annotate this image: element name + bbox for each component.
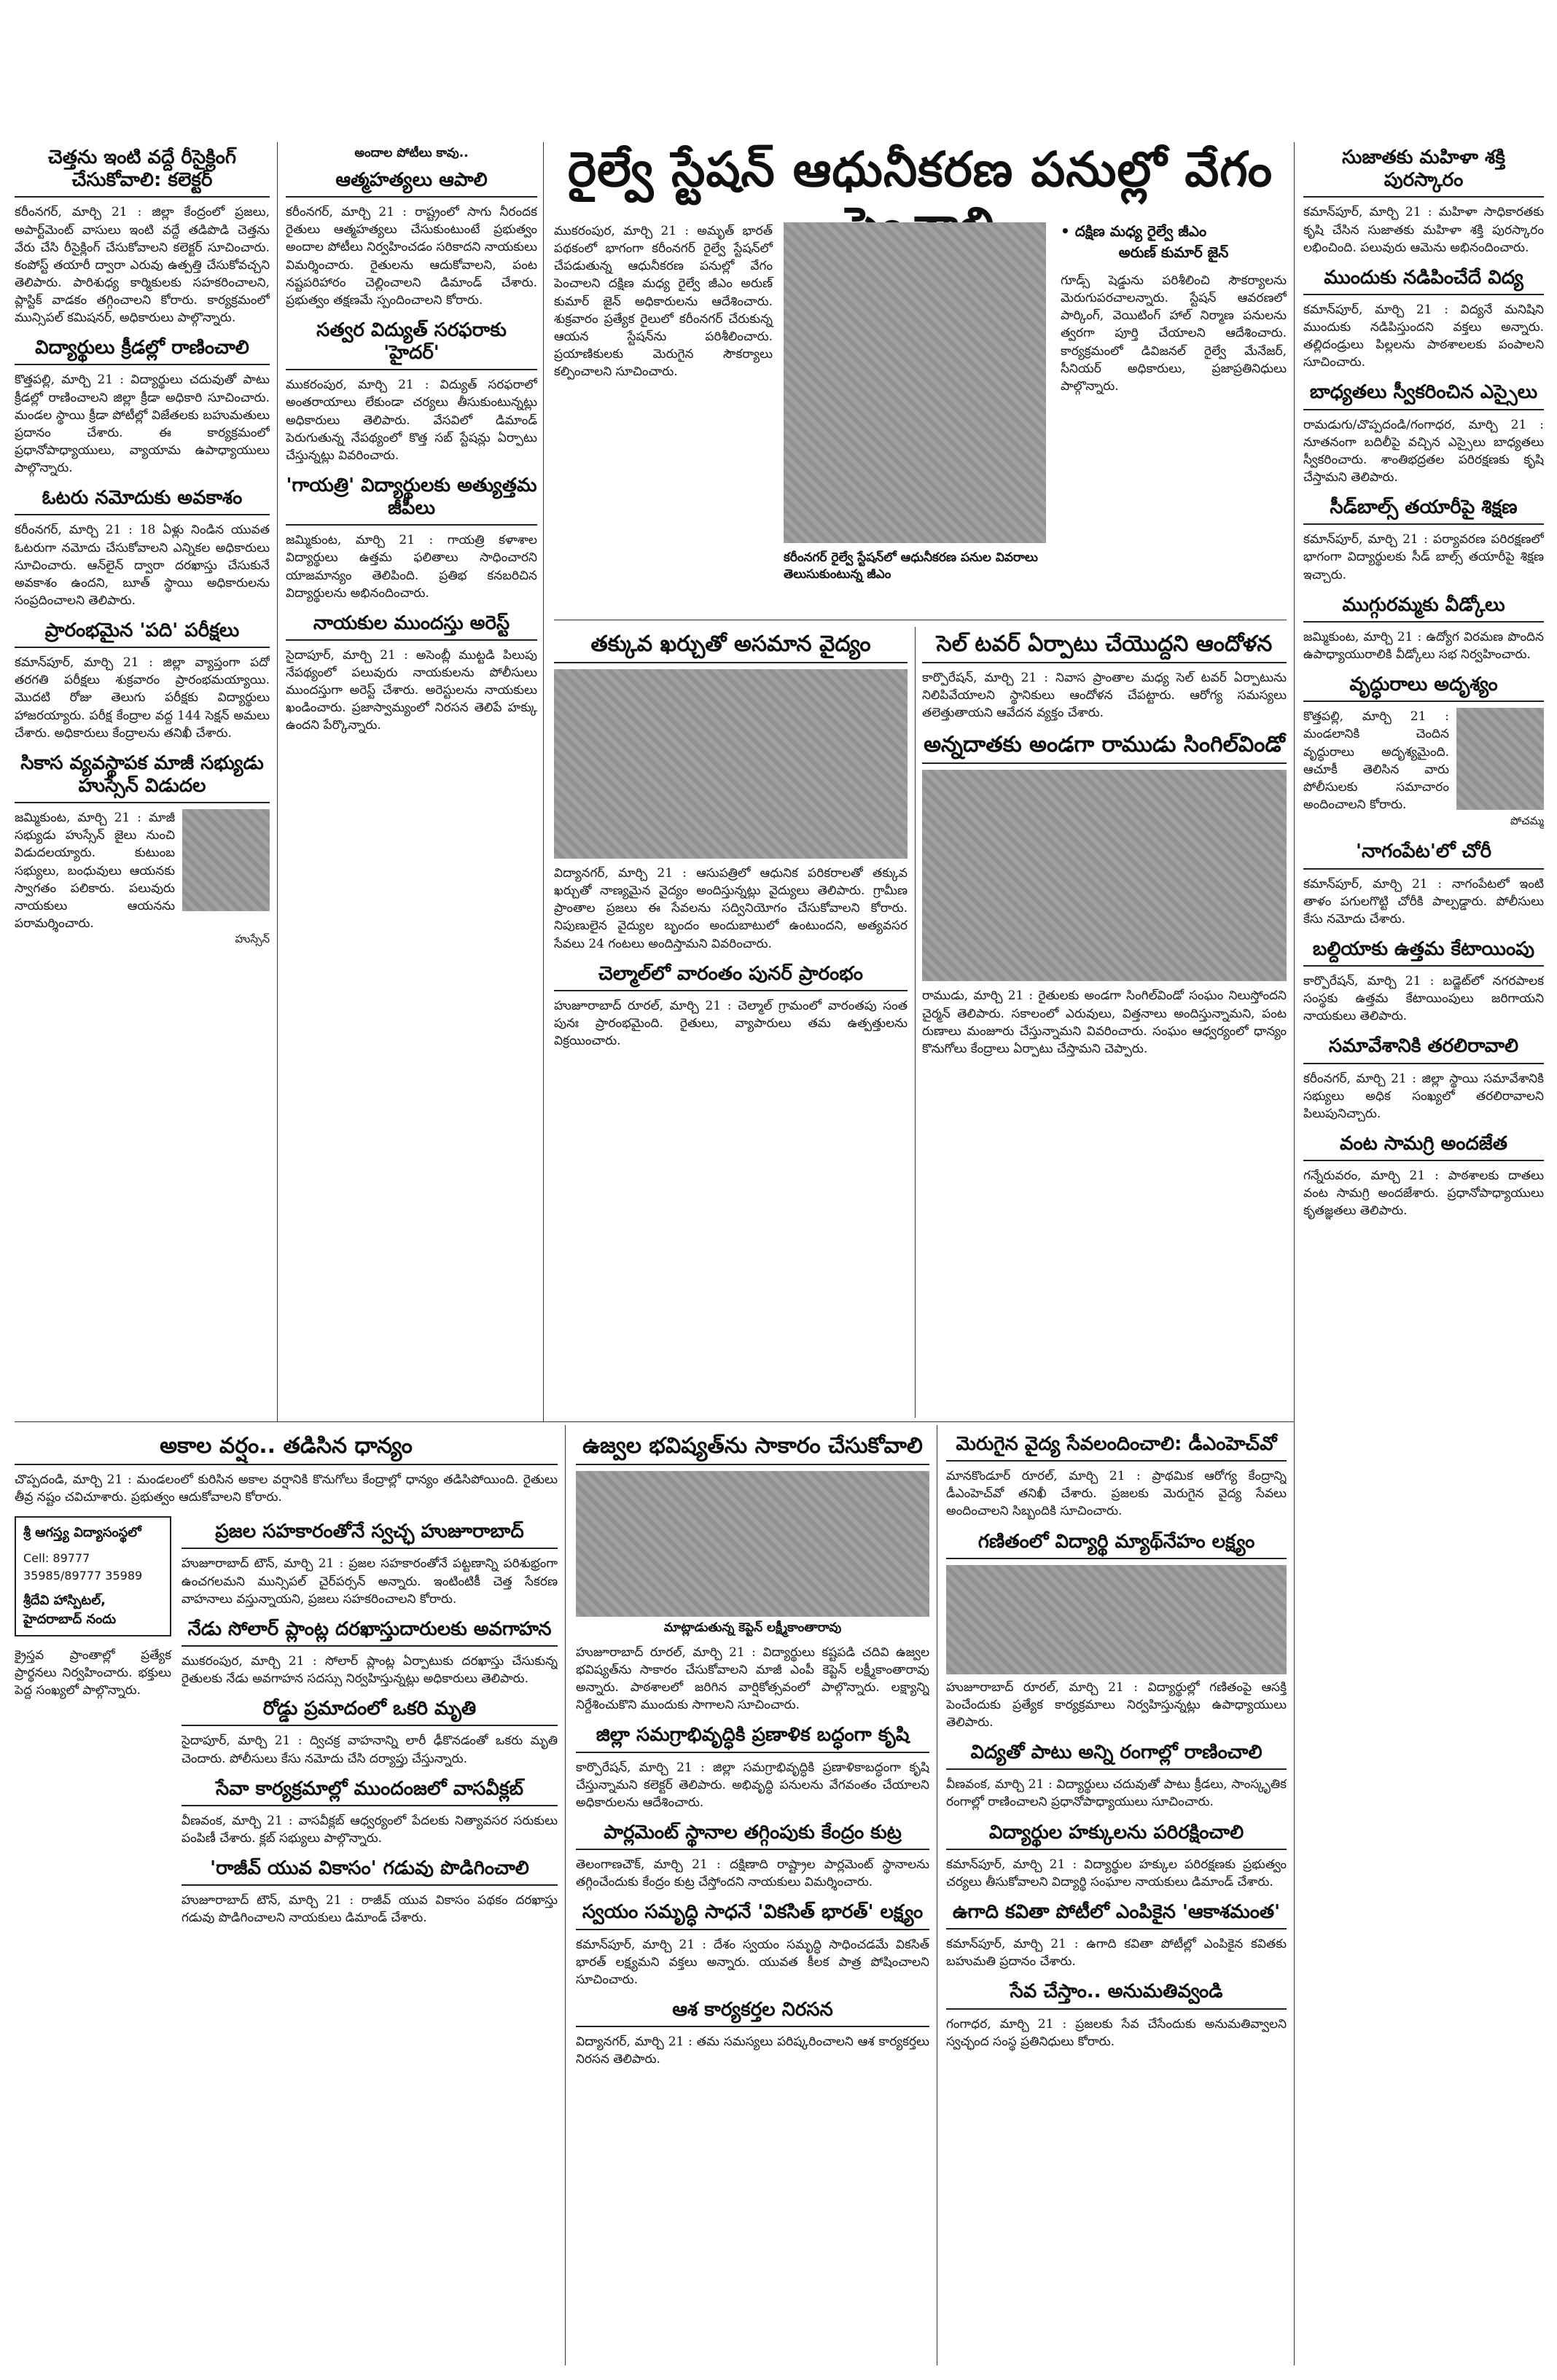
story-body: కొత్తపల్లి, మార్చి 21 : విద్యార్థులు చదువుతో పాటు క్రీడల్లో రాణించాలని జిల్లా క్రీడా అధికారి సూచించారు. మండల స్థాయి క్రీడా పోటీల్లో విజేతలకు బహుమతులు ప్రదానం చేశారు. ఈ కార్యక్రమంలో ప్రధానోపాధ్యాయులు, వ్యాయామ ఉపాధ్యాయులు పాల్గొన్నారు.: [15, 372, 270, 476]
headline: రోడ్డు ప్రమాదంలో ఒకరి మృతి: [182, 1698, 558, 1726]
story-body: కార్పొరేషన్, మార్చి 21 : బడ్జెట్‌లో నగరపాలక సంస్థకు ఉత్తమ కేటాయింపులు జరిగాయని నాయకులు తెలిపారు.: [1303, 974, 1544, 1024]
story-body: సైదాపూర్, మార్చి 21 : ద్విచక్ర వాహనాన్ని లారీ ఢీకొనడంతో ఒకరు మృతి చెందారు. పోలీసులు కేసు నమోదు చేసి దర్యాప్తు చేస్తున్నారు.: [182, 1733, 558, 1766]
story-missing-woman: [1303, 674, 1544, 830]
story-body: క్రైస్తవ ప్రాంతాల్లో ప్రత్యేక ప్రార్థనలు నిర్వహించారు. భక్తులు పెద్ద సంఖ్యలో పాల్గొన్నారు.: [15, 1647, 171, 1698]
story-body: రాముడు, మార్చి 21 : రైతులకు అండగా సింగిల్‌విండో సంఘం నిలుస్తోందని చైర్మన్ తెలిపారు. సకాలంలో ఎరువులు, విత్తనాలు అందిస్తున్నామని, పంట రుణాలు మంజూరు చేస్తున్నామని వివరించారు. సంఘం ఆధ్వర్యంలో ధాన్యం కొనుగోలు కేంద్రాలు ఏర్పాటు చేస్తామని చెప్పారు.: [922, 988, 1287, 1056]
advertisement: [15, 1516, 171, 1636]
ad-line: శ్రీదేవి హాస్పిటల్, హైదరాబాద్ నందు: [23, 1592, 117, 1627]
lower-center: [576, 1429, 929, 2369]
photo-label: హుస్సేన్: [235, 932, 270, 946]
story-low-cost-treatment: [554, 631, 908, 953]
lead-body-left: ముకరంపుర, మార్చి 21 : అమృత్ భారత్ పథకంలో భాగంగా కరీంనగర్ రైల్వే స్టేషన్‌లో చేపడుతున్న ఆధునీకరణ పనుల్లో వేగం పెంచాలని దక్షిణ మధ్య రైల్వే జీఎం అరుణ్ కుమార్ జైన్ అధికారులను ఆదేశించారు. శుక్రవారం ప్రత్యేక రైలులో కరీంనగర్ చేరుకున్న ఆయన స్టేషన్‌ను పరిశీలించారు. ప్రయాణికులకు మెరుగైన సౌకర్యాలు కల్పించాలని సూచించారు.: [554, 224, 773, 379]
story-body: హుజూరాబాద్ టౌన్, మార్చి 21 : రాజీవ్ యువ వికాసం పథకం దరఖాస్తు గడువు పొడిగించాలని నాయకులు డిమాండ్ చేశారు.: [182, 1893, 558, 1926]
story-cell-tower: [922, 631, 1287, 722]
story-meeting-call: [1303, 1035, 1544, 1123]
headline: సేవ చేస్తాం.. అనుమతివ్వండి: [946, 1981, 1287, 2009]
story-body: ముకరంపుర, మార్చి 21 : సోలార్ ప్లాంట్ల ఏర్పాటుకు దరఖాస్తు చేసుకున్న రైతులకు నేడు అవగాహన సదస్సు నిర్వహిస్తున్నట్లు అధికారులు తెలిపారు.: [182, 1654, 558, 1687]
ad-line: శ్రీ ఆగస్త్య విద్యాసంస్థలో: [23, 1525, 141, 1541]
headline: 'రాజీవ్ యువ వికాసం' గడువు పొడిగించాలి: [182, 1857, 558, 1886]
story-photo: [554, 669, 908, 859]
story-district-development: [576, 1724, 929, 1811]
story-hussain-release: [15, 752, 270, 948]
headline: ప్రజల సహకారంతోనే స్వచ్ఛ హుజూరాబాద్: [182, 1521, 558, 1549]
headline: సత్వర విద్యుత్ సరఫరాకు 'హైదర్': [286, 319, 537, 370]
column-divider: [543, 142, 544, 1421]
headline: ఉగాది కవితా పోటీలో ఎంపికైన 'ఆకాశమంత': [946, 1901, 1287, 1930]
story-text: జమ్మికుంట, మార్చి 21 : మాజీ సభ్యుడు హుస్సేన్ జైలు నుంచి విడుదలయ్యారు. కుటుంబ సభ్యులు, బంధువులు ఆయనకు స్వాగతం పలికారు. పలువురు నాయకులు ఆయనను పరామర్శించారు.: [15, 811, 175, 931]
headline: ఆత్మహత్యలు ఆపాలి: [286, 169, 537, 198]
story-photo: [576, 1471, 929, 1617]
story-body: కమాన్‌పూర్, మార్చి 21 : విద్యార్థుల హక్కుల పరిరక్షణకు ప్రభుత్వం చర్యలు తీసుకోవాలని విద్యార్థి సంఘాల నాయకులు డిమాండ్ చేశారు.: [946, 1857, 1287, 1889]
headline: ఆశ కార్యకర్తల నిరసన: [576, 1999, 929, 2027]
story-body: [1303, 708, 1544, 814]
headline: నాయకుల ముందస్తు అరెస్ట్: [286, 612, 537, 641]
story-body: కమాన్‌పూర్, మార్చి 21 : విద్యనే మనిషిని ముందుకు నడిపిస్తుందని వక్తలు అన్నారు. తల్లిదండ్రులు పిల్లలను పాఠశాలలకు పంపాలని సూచించారు.: [1303, 302, 1544, 370]
portrait-photo: [1456, 708, 1544, 810]
story-solar-plants: [182, 1618, 558, 1688]
story-si-charge: [1303, 381, 1544, 486]
headline: సెల్ టవర్ ఏర్పాటు చేయొద్దని ఆందోళన: [922, 631, 1287, 663]
lead-body-right: గూడ్స్ షెడ్డును పరిశీలించి సౌకర్యాలను మెరుగుపరచాలన్నారు. స్టేషన్ ఆవరణలో పార్కింగ్, వెయిటింగ్ హాల్ నిర్మాణ పనులను త్వరగా పూర్తి చేయాలని ఆదేశించారు. కార్యక్రమంలో డివిజనల్ రైల్వే మేనేజర్, సీనియర్ అధికారులు, ప్రజాప్రతినిధులు పాల్గొన్నారు.: [1061, 273, 1287, 394]
headline: సేవా కార్యక్రమాల్లో ముందంజలో వాసవీక్లబ్: [182, 1778, 558, 1806]
story-photo: [946, 1565, 1287, 1674]
story-body: [15, 809, 270, 932]
ad-phone: Cell: 89777 35985/89777 35989: [23, 1551, 143, 1583]
story-parliament-seats: [576, 1822, 929, 1891]
story-body: గన్నేరువరం, మార్చి 21 : పాఠశాలకు దాతలు వంట సామగ్రి అందజేశారు. ప్రధానోపాధ్యాయులు కృతజ్ఞతలు తెలిపారు.: [1303, 1168, 1544, 1219]
lower-right: [946, 1429, 1287, 2369]
story-body: వీణవంక, మార్చి 21 : వాసవీక్లబ్ ఆధ్వర్యంలో పేదలకు నిత్యావసర సరుకులు పంపిణీ చేశారు. క్లబ్ సభ్యులు పాల్గొన్నారు.: [182, 1813, 558, 1846]
story-body: మానకొండూర్ రూరల్, మార్చి 21 : ప్రాథమిక ఆరోగ్య కేంద్రాన్ని డీఎంహెచ్‌వో తనిఖీ చేశారు. ప్రజలకు మెరుగైన వైద్య సేవలు అందించాలని సిబ్బందికి సూచించారు.: [946, 1469, 1287, 1519]
story-chelmal-market: [554, 963, 908, 1050]
story-theft: [1303, 840, 1544, 928]
headline: తక్కువ ఖర్చుతో అసమాన వైద్యం: [554, 631, 908, 663]
column-divider: [1294, 142, 1295, 2365]
story-body: కరీంనగర్, మార్చి 21 : జిల్లా కేంద్రంలో ప్రజలు, అపార్ట్‌మెంట్ వాసులు ఇంటి వద్దే తడిపొడి చెత్తను వేరు చేసి రీసైక్లింగ్ చేసుకోవాలని కలెక్టర్ సూచించారు. కంపోస్ట్ తయారీ ద్వారా ఎరువు ఉత్పత్తి చేసుకోవచ్చని తెలిపారు. పారిశుధ్య కార్మికులకు సహకరించాలని, ప్లాస్టిక్ వాడకం తగ్గించాలని కోరారు. కార్యక్రమంలో మున్సిపల్ కమిషనర్, అధికారులు పాల్గొన్నారు.: [15, 205, 270, 326]
story-all-round-excellence: [946, 1741, 1287, 1811]
story-seed-balls: [1303, 496, 1544, 584]
byline-line: అరుణ్ కుమార్ జైన్: [1118, 243, 1229, 261]
story-body: హుజూరాబాద్ రూరల్, మార్చి 21 : విద్యార్థులు కష్టపడి చదివి ఉజ్వల భవిష్యత్‌ను సాకారం చేసుకోవాలని మాజీ ఎంపీ కెప్టెన్ లక్ష్మీకాంతారావు అన్నారు. పాఠశాలలో జరిగిన వార్షికోత్సవంలో పాల్గొన్నారు. లక్ష్యాన్ని నిర్దేశించుకొని ముందుకు సాగాలని సూచించారు.: [576, 1644, 929, 1713]
story-education-leads: [1303, 267, 1544, 372]
story-students-sports: [15, 337, 270, 477]
story-service-permission: [946, 1981, 1287, 2050]
story-body: గంగాధర, మార్చి 21 : ప్రజలకు సేవ చేసేందుకు అనుమతివ్వాలని స్వచ్ఛంద సంస్థ ప్రతినిధులు కోరారు.: [946, 2016, 1287, 2049]
headline: జిల్లా సమగ్రాభివృద్ధికి ప్రణాళిక బద్ధంగా కృషి: [576, 1724, 929, 1752]
headline: అన్నదాతకు అండగా రాముడు సింగిల్‌విండో: [922, 732, 1287, 764]
headline: చెత్తను ఇంటి వద్దే రీసైక్లింగ్ చేసుకోవాలి: కలెక్టర్: [15, 147, 270, 198]
story-body: కరీంనగర్, మార్చి 21 : రాష్ట్రంలో సాగు నీరందక రైతులు ఆత్మహత్యలు చేసుకుంటుంటే ప్రభుత్వం అందాల పోటీలు నిర్వహించడం సరికాదని నాయకులు విమర్శించారు. రైతులను ఆదుకోవాలని, పంట నష్టపరిహారం చెల్లించాలని డిమాండ్ చేశారు. ప్రభుత్వం తక్షణమే స్పందించాలని కోరారు.: [286, 205, 537, 308]
story-body: విద్యానగర్, మార్చి 21 : తమ సమస్యలు పరిష్కరించాలని ఆశ కార్యకర్తలు నిరసన తెలిపారు.: [576, 2034, 929, 2067]
story-vasavi-club: [182, 1778, 558, 1847]
story-body: కమాన్‌పూర్, మార్చి 21 : జిల్లా వ్యాప్తంగా పదో తరగతి పరీక్షలు శుక్రవారం ప్రారంభమయ్యాయి. మొదటి రోజు తెలుగు పరీక్షకు విద్యార్థులు హాజరయ్యారు. పరీక్ష కేంద్రాల వద్ద 144 సెక్షన్ అమలు చేశారు. అధికారులు కేంద్రాలను తనిఖీ చేశారు.: [15, 655, 270, 741]
story-ramadugu-singlewindow: [922, 732, 1287, 1058]
story-body: హుజూరాబాద్ రూరల్, మార్చి 21 : చెల్మాల్ గ్రామంలో వారంతపు సంత పునః ప్రారంభమైంది. రైతులు, వ్యాపారులు తమ ఉత్పత్తులను విక్రయించారు.: [554, 998, 908, 1049]
headline: 'నాగంపేట'లో చోరీ: [1303, 840, 1544, 869]
story-body: విద్యానగర్, మార్చి 21 : ఆసుపత్రిలో ఆధునిక పరికరాలతో తక్కువ ఖర్చుతో నాణ్యమైన వైద్యం అందిస్తున్నట్లు వైద్యులు తెలిపారు. గ్రామీణ ప్రాంతాల ప్రజలు ఈ సేవలను సద్వినియోగం చేసుకోవాలని కోరారు. నిపుణులైన వైద్యుల బృందం అందుబాటులో ఉంటుందని, అత్యవసర సేవలు 24 గంటలు అందిస్తామని వివరించారు.: [554, 866, 908, 951]
story-body: కమాన్‌పూర్, మార్చి 21 : దేశం స్వయం సమృద్ధి సాధించడమే వికసిత్ భారత్ లక్ష్యమని వక్తలు అన్నారు. యువత కీలక పాత్ర పోషించాలని సూచించారు.: [576, 1937, 929, 1987]
story-farewell: [1303, 594, 1544, 663]
story-body: కమాన్‌పూర్, మార్చి 21 : మహిళా సాధికారతకు కృషి చేసిన సుజాతకు మహిళా శక్తి పురస్కారం లభించింది. పలువురు ఆమెను అభినందించారు.: [1303, 205, 1544, 255]
byline-line: • దక్షిణ మధ్య రైల్వే జీఎం: [1061, 222, 1207, 240]
story-body: కమాన్‌పూర్, మార్చి 21 : నాగంపేటలో ఇంటి తాళం పగులగొట్టి చోరీకి పాల్పడ్డారు. పోలీసులు కేసు నమోదు చేశారు.: [1303, 876, 1544, 926]
headline: మెరుగైన వైద్య సేవలందించాలి: డీఎంహెచ్‌వో: [946, 1433, 1287, 1462]
photo-label: పోచమ్మ: [1510, 814, 1544, 828]
headline: సీడ్‌బాల్స్ తయారీపై శిక్షణ: [1303, 496, 1544, 525]
story-body: తెలంగాణచౌక్, మార్చి 21 : దక్షిణాది రాష్ట్రాల పార్లమెంట్ స్థానాలను తగ్గించేందుకు కేంద్రం కుట్ర చేస్తోందని నాయకులు విమర్శించారు.: [576, 1857, 929, 1890]
story-body: కరీంనగర్, మార్చి 21 : జిల్లా స్థాయి సమావేశానికి సభ్యులు అధిక సంఖ్యలో తరలిరావాలని పిలుపునిచ్చారు.: [1303, 1071, 1544, 1121]
story-body: జమ్మికుంట, మార్చి 21 : గాయత్రి కళాశాల విద్యార్థులు ఉత్తమ ఫలితాలు సాధించారని యాజమాన్యం తెలిపింది. ప్రతిభ కనబరిచిన విద్యార్థులను అభినందించారు.: [286, 533, 537, 601]
headline: ముగ్గురమ్మకు వీడ్కోలు: [1303, 594, 1544, 623]
headline: 'గాయత్రి' విద్యార్థులకు అత్యుత్తమ జీపీలు: [286, 475, 537, 526]
story-body: కార్పొరేషన్, మార్చి 21 : జిల్లా సమగ్రాభివృద్ధికి ప్రణాళికాబద్ధంగా కృషి చేస్తున్నామని కలెక్టర్ తెలిపారు. అభివృద్ధి పనులను వేగవంతం చేయాలని అధికారులను ఆదేశించారు.: [576, 1760, 929, 1810]
headline: చెల్మాల్‌లో వారంతం పునర్ ప్రారంభం: [554, 963, 908, 991]
story-tenth-exams: [15, 620, 270, 742]
story-garbage-recycling: [15, 147, 270, 327]
story-student-rights: [946, 1822, 1287, 1891]
story-viksit-bharat: [576, 1901, 929, 1989]
column-left: [15, 142, 270, 1418]
headline: బాధ్యతలు స్వీకరించిన ఎస్సైలు: [1303, 381, 1544, 410]
ad-column: [15, 1516, 171, 1937]
story-photo: [922, 770, 1287, 981]
photo-caption: మాట్లాడుతున్న కెప్టెన్ లక్ష్మీకాంతారావు: [663, 1620, 842, 1635]
story-body: హుజూరాబాద్ టౌన్, మార్చి 21 : ప్రజల సహకారంతోనే పట్టణాన్ని పరిశుభ్రంగా ఉంచగలమని మున్సిపల్ చైర్‌పర్సన్ అన్నారు. ఇంటింటికీ చెత్త సేకరణ వాహనాలు వస్తున్నాయని, ప్రజలు సహకరించాలని కోరారు.: [182, 1556, 558, 1607]
headline: విద్యార్థుల హక్కులను పరిరక్షించాలి: [946, 1822, 1287, 1850]
mid-left: [554, 627, 908, 1418]
story-bright-future: [576, 1433, 929, 1714]
story-body: కరీంనగర్, మార్చి 21 : 18 ఏళ్లు నిండిన యువత ఓటరుగా నమోదు చేసుకోవాలని ఎన్నికల అధికారులు సూచించారు. ఆన్‌లైన్ ద్వారా దరఖాస్తు చేసుకునే అవకాశం ఉందని, బూత్ స్థాయి అధికారులను సంప్రదించాలని తెలిపారు.: [15, 523, 270, 608]
lead-photo: [784, 222, 1046, 543]
story-gayatri-students: [286, 475, 537, 602]
story-body: కమాన్‌పూర్, మార్చి 21 : పర్యావరణ పరిరక్షణలో భాగంగా విద్యార్థులకు సీడ్ బాల్స్ తయారీపై శిక్షణ ఇచ్చారు.: [1303, 532, 1544, 582]
story-body: రామడుగు/చొప్పదండి/గంగాధర, మార్చి 21 : నూతనంగా బదిలీపై వచ్చిన ఎస్సైలు బాధ్యతలు స్వీకరించారు. శాంతిభద్రతల పరిరక్షణకు కృషి చేస్తామని తెలిపారు.: [1303, 417, 1544, 485]
story-farmer-suicides: [286, 145, 537, 309]
story-road-accident: [182, 1698, 558, 1767]
headline: స్వయం సమృద్ధి సాధనే 'వికసిత్ భారత్' లక్ష్యం: [576, 1901, 929, 1930]
mid-right: [922, 627, 1287, 1418]
column-divider: [915, 627, 916, 1418]
lead-story: [554, 142, 1287, 620]
lower-left: [15, 1429, 558, 2369]
story-text: కొత్తపల్లి, మార్చి 21 : మండలానికి చెందిన వృద్ధురాలు అదృశ్యమైంది. ఆచూకీ తెలిసిన వారు పోలీసులకు సమాచారం అందించాలని కోరారు.: [1303, 709, 1449, 812]
lead-photo-caption: కరీంనగర్ రైల్వే స్టేషన్‌లో ఆధునీకరణ పనుల వివరాలు తెలుసుకుంటున్న జీఎం: [784, 550, 1038, 582]
kicker: అందాల పోటీలు కావు..: [354, 146, 469, 160]
headline: బల్దియాకు ఉత్తమ కేటాయింపు: [1303, 938, 1544, 967]
headline: ప్రారంభమైన 'పది' పరీక్షలు: [15, 620, 270, 648]
headline: ఉజ్వల భవిష్యత్‌ను సాకారం చేసుకోవాలి: [576, 1433, 929, 1465]
headline: వంట సామగ్రి అందజేత: [1303, 1133, 1544, 1161]
column-second: [286, 142, 537, 1418]
headline: గణితంలో విద్యార్థి మ్యాథ్‌నేహం లక్ష్యం: [946, 1531, 1287, 1559]
story-power-supply: [286, 319, 537, 464]
story-unseasonal-rain: [15, 1433, 558, 1506]
story-body: కార్పొరేషన్, మార్చి 21 : నివాస ప్రాంతాల మధ్య సెల్ టవర్ ఏర్పాటును నిలిపివేయాలని స్థానికులు ఆందోళన చేపట్టారు. ఆరోగ్య సమస్యలు తలెత్తుతాయని ఆవేదన వ్యక్తం చేశారు.: [922, 671, 1287, 721]
story-body: సైదాపూర్, మార్చి 21 : అసెంబ్లీ ముట్టడి పిలుపు నేపథ్యంలో పలువురు నాయకులను పోలీసులు ముందస్తుగా అరెస్ట్ చేశారు. అరెస్టులను నాయకులు ఖండించారు. ప్రజాస్వామ్యంలో నిరసన తెలిపే హక్కు ఉందని పేర్కొన్నారు.: [286, 647, 537, 733]
story-mathematics: [946, 1531, 1287, 1732]
column-divider: [277, 142, 278, 1421]
headline: పార్లమెంట్ స్థానాల తగ్గింపుకు కేంద్రం కుట్ర: [576, 1822, 929, 1850]
lead-byline: [1061, 222, 1287, 395]
story-body: కమాన్‌పూర్, మార్చి 21 : ఉగాది కవితా పోటీల్లో ఎంపికైన కవితకు బహుమతి ప్రదానం చేశారు.: [946, 1937, 1287, 1970]
section-divider: [15, 1421, 1294, 1422]
headline: వృద్ధురాలు అదృశ్యం: [1303, 674, 1544, 702]
story-ugadi-poetry: [946, 1901, 1287, 1970]
headline: సికాస వ్యవస్థాపక మాజీ సభ్యుడు హుస్సేన్ విడుదల: [15, 752, 270, 803]
headline: ఓటరు నమోదుకు అవకాశం: [15, 487, 270, 515]
column-right: [1303, 142, 1544, 2365]
story-kitchen-items: [1303, 1133, 1544, 1220]
story-body: ముకరంపుర, మార్చి 21 : విద్యుత్ సరఫరాలో అంతరాయాలు లేకుండా చర్యలు తీసుకుంటున్నట్లు అధికారులు తెలిపారు. వేసవిలో డిమాండ్ పెరుగుతున్న నేపథ్యంలో కొత్త సబ్ స్టేషన్లు ఏర్పాటు చేస్తున్నట్లు వివరించారు.: [286, 378, 537, 463]
headline: సుజాతకు మహిళా శక్తి పురస్కారం: [1303, 147, 1544, 198]
story-dmho-services: [946, 1433, 1287, 1521]
story-municipal-allocation: [1303, 938, 1544, 1026]
headline: విద్యార్థులు క్రీడల్లో రాణించాలి: [15, 337, 270, 365]
column-divider: [565, 1425, 566, 2365]
story-asha-workers: [576, 1999, 929, 2068]
story-swachh-huzurabad: [182, 1521, 558, 1608]
headline: విద్యతో పాటు అన్ని రంగాల్లో రాణించాలి: [946, 1741, 1287, 1770]
story-body: వీణవంక, మార్చి 21 : విద్యార్థులు చదువుతో పాటు క్రీడలు, సాంస్కృతిక రంగాల్లో రాణించాలని ప్రధానోపాధ్యాయులు సూచించారు.: [946, 1777, 1287, 1810]
lower-stories: [182, 1516, 558, 1937]
story-body: హుజూరాబాద్ రూరల్, మార్చి 21 : విద్యార్థుల్లో గణితంపై ఆసక్తి పెంచేందుకు ప్రత్యేక కార్యక్రమాలు నిర్వహిస్తున్నట్లు ఉపాధ్యాయులు తెలిపారు.: [946, 1679, 1287, 1730]
headline: నేడు సోలార్ ప్లాంట్ల దరఖాస్తుదారులకు అవగాహన: [182, 1618, 558, 1647]
story-body: జమ్మికుంట, మార్చి 21 : ఉద్యోగ విరమణ పొందిన ఉపాధ్యాయురాలికి వీడ్కోలు సభ నిర్వహించారు.: [1303, 629, 1544, 662]
headline: ముందుకు నడిపించేదే విద్య: [1303, 267, 1544, 295]
story-voter-registration: [15, 487, 270, 609]
headline: అకాల వర్షం.. తడిసిన ధాన్యం: [15, 1433, 558, 1465]
story-sujatha-award: [1303, 147, 1544, 257]
story-rajiv-yuva-vikasam: [182, 1857, 558, 1927]
portrait-photo: [182, 809, 270, 911]
story-body: చొప్పదండి, మార్చి 21 : మండలంలో కురిసిన అకాల వర్షానికి కొనుగోలు కేంద్రాల్లో ధాన్యం తడిసిపోయింది. రైతులు తీవ్ర నష్టం చవిచూశారు. ప్రభుత్వం ఆదుకోవాలని కోరారు.: [15, 1472, 558, 1505]
headline: సమావేశానికి తరలిరావాలి: [1303, 1035, 1544, 1064]
lead-headline: రైల్వే స్టేషన్ ఆధునీకరణ పనుల్లో వేగం: [567, 142, 1273, 198]
story-leaders-arrest: [286, 612, 537, 735]
